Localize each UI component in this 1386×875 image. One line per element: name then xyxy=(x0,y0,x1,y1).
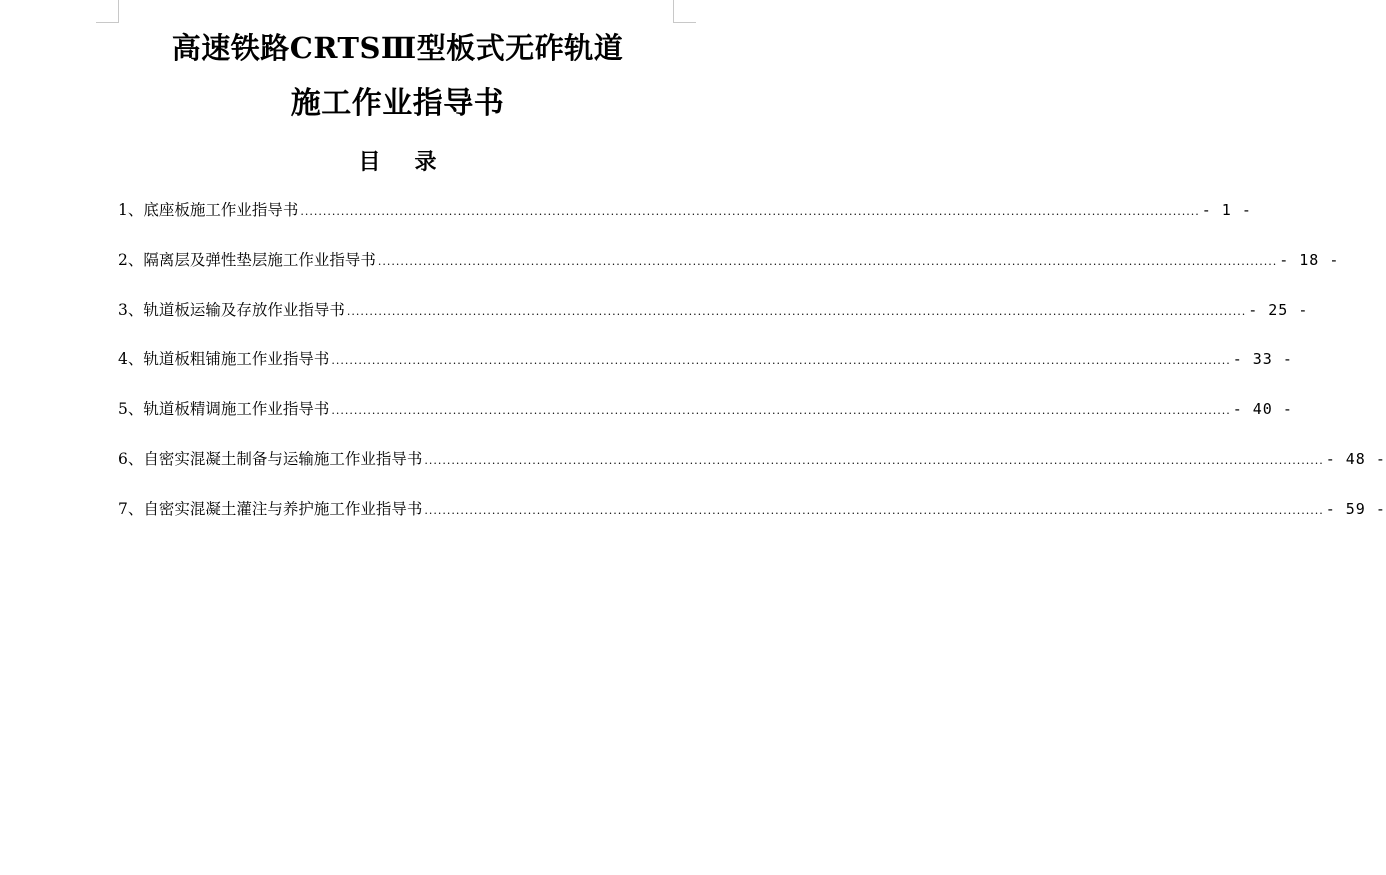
table-of-contents xyxy=(118,198,1386,547)
toc-entry-page: - 59 - xyxy=(1325,499,1386,518)
toc-entry-1[interactable] xyxy=(118,198,1252,248)
crop-mark-top-left xyxy=(96,0,119,23)
toc-entry-page: - 25 - xyxy=(1248,300,1309,319)
document-title-line2: 施工作业指导书 xyxy=(290,86,505,121)
toc-entry-6[interactable] xyxy=(118,447,1386,497)
toc-entry-page: - 33 - xyxy=(1232,350,1293,369)
toc-entry-page: - 40 - xyxy=(1232,400,1293,419)
dot-leader: ........................................................................................................................................................................................................ xyxy=(424,503,1324,517)
dot-leader: ........................................................................................................................................................................................................ xyxy=(331,354,1231,368)
toc-entry-label[interactable]: 7、自密实混凝土灌注与养护施工作业指导书 xyxy=(118,499,423,518)
dot-leader: ........................................................................................................................................................................................................ xyxy=(424,453,1324,467)
toc-entry-page: - 48 - xyxy=(1325,449,1386,468)
toc-entry-label[interactable]: 5、轨道板精调施工作业指导书 xyxy=(118,400,330,419)
dot-leader: ........................................................................................................................................................................................................ xyxy=(331,404,1231,418)
toc-entry-label[interactable]: 4、轨道板粗铺施工作业指导书 xyxy=(118,350,330,369)
toc-entry-2[interactable] xyxy=(118,248,1340,298)
toc-entry-4[interactable] xyxy=(118,347,1293,397)
document-title-line1: 高速铁路CRTSⅢ型板式无砟轨道 xyxy=(171,31,624,65)
toc-heading xyxy=(0,145,795,176)
toc-entry-page: - 18 - xyxy=(1279,250,1340,269)
toc-heading-char2: 录 xyxy=(414,149,437,175)
toc-entry-3[interactable] xyxy=(118,298,1309,348)
toc-entry-5[interactable] xyxy=(118,397,1293,447)
toc-entry-label[interactable]: 6、自密实混凝土制备与运输施工作业指导书 xyxy=(118,449,423,468)
toc-entry-7[interactable] xyxy=(118,497,1386,547)
dot-leader: ........................................................................................................................................................................................................ xyxy=(300,205,1200,218)
dot-leader: ........................................................................................................................................................................................................ xyxy=(346,304,1247,318)
toc-entry-label[interactable]: 1、底座板施工作业指导书 xyxy=(118,201,299,219)
toc-entry-label[interactable]: 2、隔离层及弹性垫层施工作业指导书 xyxy=(118,250,376,269)
crop-mark-top-right xyxy=(673,0,696,23)
dot-leader: ........................................................................................................................................................................................................ xyxy=(377,254,1278,268)
toc-entry-page: - 1 - xyxy=(1201,201,1252,219)
toc-entry-label[interactable]: 3、轨道板运输及存放作业指导书 xyxy=(118,300,345,319)
toc-heading-char1: 目 xyxy=(358,149,381,175)
